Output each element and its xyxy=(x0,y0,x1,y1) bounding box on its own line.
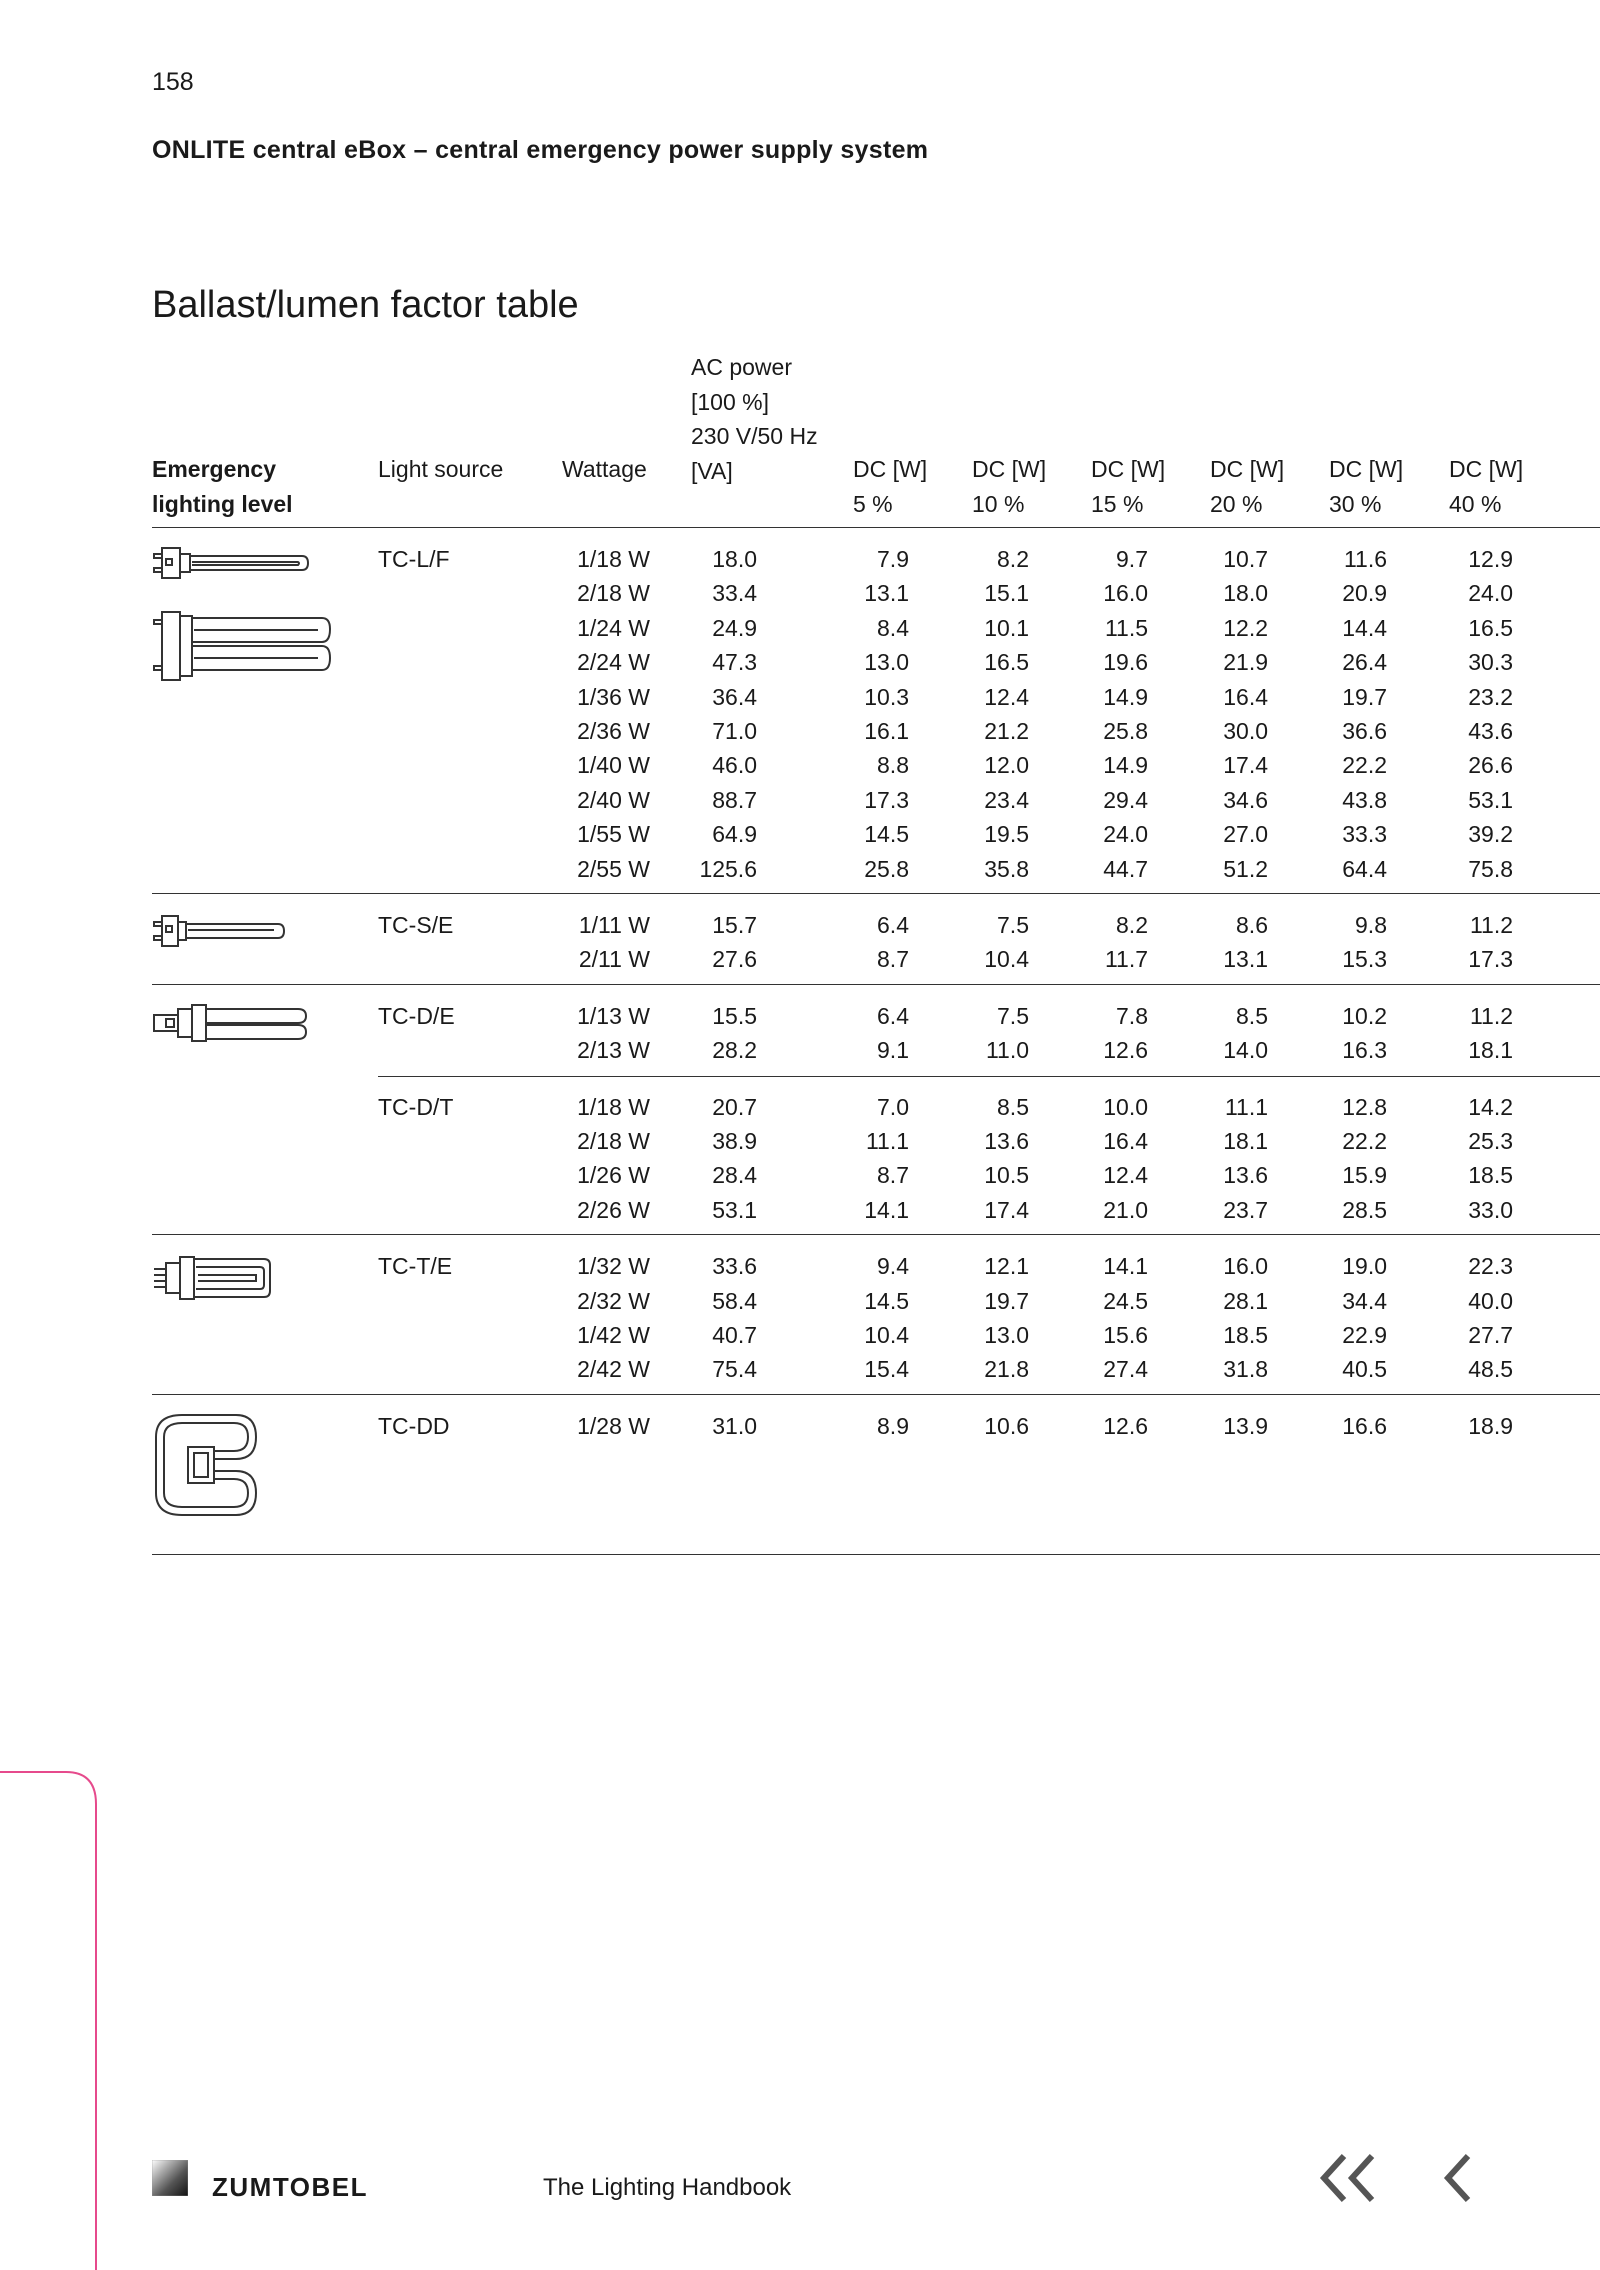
dc-value-cell: 14.5 xyxy=(864,1287,909,1314)
dc-value-cell: 9.4 xyxy=(877,1253,909,1280)
dc-value-cell: 15.9 xyxy=(1342,1162,1387,1189)
dc-value-cell: 12.6 xyxy=(1103,1037,1148,1064)
ac-power-cell: 33.4 xyxy=(712,580,757,607)
dc-value-cell: 33.0 xyxy=(1468,1196,1513,1223)
dc-value-cell: 16.5 xyxy=(1468,614,1513,641)
header-dc-20: DC [W] 20 % xyxy=(1210,456,1285,517)
wattage-cell: 1/24 W xyxy=(577,614,650,641)
dc-value-cell: 26.6 xyxy=(1468,752,1513,779)
dc-value-cell: 23.2 xyxy=(1468,683,1513,710)
dc-value-cell: 19.6 xyxy=(1103,649,1148,676)
dc-value-cell: 12.6 xyxy=(1103,1412,1148,1439)
dc-value-cell: 15.6 xyxy=(1103,1321,1148,1348)
dc-value-cell: 7.5 xyxy=(997,1002,1029,1029)
header-dc-10: DC [W] 10 % xyxy=(972,456,1047,517)
wattage-cell: 1/28 W xyxy=(577,1412,650,1439)
dc-value-cell: 13.1 xyxy=(864,580,909,607)
wattage-cell: 1/18 W xyxy=(577,546,650,572)
ac-power-cell: 75.4 xyxy=(712,1356,757,1383)
dc-value-cell: 29.4 xyxy=(1103,786,1148,813)
dc-value-cell: 35.8 xyxy=(984,855,1029,882)
wattage-cell: 1/40 W xyxy=(577,752,650,779)
dc-value-cell: 13.9 xyxy=(1223,1412,1268,1439)
tc-t-lamp-icon xyxy=(152,1253,282,1308)
dc-value-cell: 43.6 xyxy=(1468,718,1513,744)
ac-power-cell: 64.9 xyxy=(712,821,757,848)
dc-value-cell: 15.4 xyxy=(864,1356,909,1383)
zumtobel-logo-mark-icon xyxy=(152,2160,188,2196)
dc-value-cell: 48.5 xyxy=(1468,1356,1513,1383)
dc-value-cell: 19.7 xyxy=(1342,683,1387,710)
wattage-cell: 2/13 W xyxy=(577,1037,650,1064)
dc-value-cell: 14.4 xyxy=(1342,614,1387,641)
dc-value-cell: 15.1 xyxy=(984,580,1029,607)
dc-value-cell: 31.8 xyxy=(1223,1356,1268,1383)
wattage-cell: 1/36 W xyxy=(577,683,650,710)
header-dc-30: DC [W] 30 % xyxy=(1329,456,1404,517)
dc-value-cell: 18.1 xyxy=(1223,1127,1268,1154)
dc-value-cell: 10.3 xyxy=(864,683,909,710)
light-source-label: TC-DD xyxy=(378,1412,450,1439)
dc-value-cell: 7.5 xyxy=(997,912,1029,938)
dc-value-cell: 24.5 xyxy=(1103,1287,1148,1314)
wattage-cell: 1/18 W xyxy=(577,1093,650,1120)
dc-value-cell: 8.7 xyxy=(877,946,909,973)
dc-value-cell: 8.5 xyxy=(997,1093,1029,1120)
dc-value-cell: 40.5 xyxy=(1342,1356,1387,1383)
dc-value-cell: 19.7 xyxy=(984,1287,1029,1314)
header-emergency-level: Emergency lighting level xyxy=(152,456,293,517)
dc-value-cell: 8.6 xyxy=(1236,912,1268,938)
dc-value-cell: 12.1 xyxy=(984,1253,1029,1280)
dc-value-cell: 23.4 xyxy=(984,786,1029,813)
ac-power-cell: 18.0 xyxy=(712,546,757,572)
dc-value-cell: 9.7 xyxy=(1116,546,1148,572)
header-dc-15: DC [W] 15 % xyxy=(1091,456,1166,517)
wattage-cell: 2/36 W xyxy=(577,718,650,744)
wattage-cell: 2/11 W xyxy=(578,946,650,973)
ac-power-cell: 33.6 xyxy=(712,1253,757,1280)
ac-power-cell: 24.9 xyxy=(712,614,757,641)
wattage-cell: 1/32 W xyxy=(577,1253,650,1280)
dc-value-cell: 64.4 xyxy=(1342,855,1387,882)
tc-l-lamp-icon xyxy=(152,546,332,691)
dc-value-cell: 43.8 xyxy=(1342,786,1387,813)
light-source-label: TC-L/F xyxy=(378,546,450,572)
dc-value-cell: 22.2 xyxy=(1342,1127,1387,1154)
ac-power-cell: 58.4 xyxy=(712,1287,757,1314)
dc-value-cell: 13.6 xyxy=(1223,1162,1268,1189)
dc-value-cell: 8.5 xyxy=(1236,1002,1268,1029)
dc-value-cell: 16.4 xyxy=(1103,1127,1148,1154)
dc-value-cell: 24.0 xyxy=(1468,580,1513,607)
dc-value-cell: 18.0 xyxy=(1223,580,1268,607)
dc-value-cell: 16.4 xyxy=(1223,683,1268,710)
dc-value-cell: 17.3 xyxy=(864,786,909,813)
dc-value-cell: 34.6 xyxy=(1223,786,1268,813)
wattage-cell: 1/42 W xyxy=(577,1321,650,1348)
dc-value-cell: 11.2 xyxy=(1469,912,1513,938)
tc-s-lamp-icon xyxy=(152,912,292,957)
dc-value-cell: 34.4 xyxy=(1342,1287,1387,1314)
dc-value-cell: 27.4 xyxy=(1103,1356,1148,1383)
dc-value-cell: 30.0 xyxy=(1223,718,1268,744)
ac-power-cell: 71.0 xyxy=(712,718,757,744)
header-wattage: Wattage xyxy=(562,456,647,482)
dc-value-cell: 22.9 xyxy=(1342,1321,1387,1348)
dc-value-cell: 8.7 xyxy=(877,1162,909,1189)
dc-value-cell: 12.9 xyxy=(1468,546,1513,572)
dc-value-cell: 14.0 xyxy=(1223,1037,1268,1064)
tc-d-lamp-icon xyxy=(152,1003,312,1048)
table-group xyxy=(152,528,1600,894)
dc-value-cell: 17.4 xyxy=(984,1196,1029,1223)
dc-value-cell: 11.2 xyxy=(1469,1002,1513,1029)
dc-value-cell: 12.2 xyxy=(1223,614,1268,641)
wattage-cell: 2/18 W xyxy=(577,580,650,607)
dc-value-cell: 16.6 xyxy=(1342,1412,1387,1439)
dc-value-cell: 13.0 xyxy=(984,1321,1029,1348)
dc-value-cell: 12.0 xyxy=(984,752,1029,779)
dc-value-cell: 7.0 xyxy=(877,1093,909,1120)
dc-value-cell: 21.8 xyxy=(984,1356,1029,1383)
wattage-cell: 1/55 W xyxy=(577,821,650,848)
dc-value-cell: 8.9 xyxy=(877,1412,909,1439)
header-dc-40: DC [W] 40 % xyxy=(1449,456,1524,517)
dc-value-cell: 40.0 xyxy=(1468,1287,1513,1314)
dc-value-cell: 30.3 xyxy=(1468,649,1513,676)
dc-value-cell: 17.4 xyxy=(1223,752,1268,779)
chevron-left-icon[interactable] xyxy=(1440,2152,1476,2204)
dc-value-cell: 12.8 xyxy=(1342,1093,1387,1120)
dc-value-cell: 16.3 xyxy=(1342,1037,1387,1064)
dc-value-cell: 14.9 xyxy=(1103,752,1148,779)
running-head: ONLITE central eBox – central emergency power supply system xyxy=(152,136,929,164)
dc-value-cell: 10.1 xyxy=(984,614,1029,641)
dc-value-cell: 19.5 xyxy=(984,821,1029,848)
page-number: 158 xyxy=(152,68,194,96)
dc-value-cell: 15.3 xyxy=(1342,946,1387,973)
dc-value-cell: 21.0 xyxy=(1103,1196,1148,1223)
dc-value-cell: 10.0 xyxy=(1103,1093,1148,1120)
wattage-cell: 2/40 W xyxy=(577,786,650,813)
table-group xyxy=(152,985,1600,1076)
ac-power-cell: 28.2 xyxy=(712,1037,757,1064)
dc-value-cell: 10.4 xyxy=(864,1321,909,1348)
dc-value-cell: 27.0 xyxy=(1223,821,1268,848)
dc-value-cell: 26.4 xyxy=(1342,649,1387,676)
dc-value-cell: 51.2 xyxy=(1223,855,1268,882)
dc-value-cell: 8.2 xyxy=(997,546,1029,572)
dc-value-cell: 14.1 xyxy=(1103,1253,1148,1280)
dc-value-cell: 11.0 xyxy=(985,1037,1029,1064)
header-dc-5: DC [W] 5 % xyxy=(853,456,928,517)
section-title: Ballast/lumen factor table xyxy=(152,284,579,326)
ac-power-cell: 15.7 xyxy=(712,912,757,938)
ac-power-cell: 20.7 xyxy=(712,1093,757,1120)
table-group xyxy=(152,894,1600,985)
dc-value-cell: 21.2 xyxy=(984,718,1029,744)
dc-value-cell: 13.0 xyxy=(864,649,909,676)
wattage-cell: 2/32 W xyxy=(577,1287,650,1314)
dc-value-cell: 18.9 xyxy=(1468,1412,1513,1439)
ac-power-cell: 40.7 xyxy=(712,1321,757,1348)
ac-power-cell: 47.3 xyxy=(712,649,757,676)
dc-value-cell: 16.5 xyxy=(984,649,1029,676)
dc-value-cell: 14.2 xyxy=(1468,1093,1513,1120)
dc-value-cell: 10.7 xyxy=(1223,546,1268,572)
dc-value-cell: 75.8 xyxy=(1468,855,1513,882)
ac-power-cell: 53.1 xyxy=(712,1196,757,1223)
wattage-cell: 2/55 W xyxy=(577,855,650,882)
ac-power-cell: 125.6 xyxy=(699,855,757,882)
dc-value-cell: 24.0 xyxy=(1103,821,1148,848)
dc-value-cell: 18.5 xyxy=(1468,1162,1513,1189)
dc-value-cell: 11.1 xyxy=(1224,1093,1268,1120)
dc-value-cell: 9.8 xyxy=(1355,912,1387,938)
dc-value-cell: 17.3 xyxy=(1468,946,1513,973)
dc-value-cell: 10.6 xyxy=(984,1412,1029,1439)
handbook-title: The Lighting Handbook xyxy=(543,2174,792,2201)
dc-value-cell: 11.1 xyxy=(865,1127,909,1154)
dc-value-cell: 14.9 xyxy=(1103,683,1148,710)
header-light-source: Light source xyxy=(378,456,504,482)
dc-value-cell: 11.6 xyxy=(1343,546,1387,572)
wattage-cell: 2/18 W xyxy=(577,1127,650,1154)
dc-value-cell: 53.1 xyxy=(1468,786,1513,813)
ac-power-cell: 31.0 xyxy=(712,1412,757,1439)
dc-value-cell: 33.3 xyxy=(1342,821,1387,848)
table-group xyxy=(152,1395,1600,1555)
dc-value-cell: 36.6 xyxy=(1342,718,1387,744)
dc-value-cell: 28.1 xyxy=(1223,1287,1268,1314)
dc-value-cell: 12.4 xyxy=(984,683,1029,710)
ac-power-cell: 88.7 xyxy=(712,786,757,813)
wattage-cell: 2/26 W xyxy=(577,1196,650,1223)
brand-name: ZUMTOBEL xyxy=(212,2172,368,2202)
dc-value-cell: 21.9 xyxy=(1223,649,1268,676)
ac-power-cell: 27.6 xyxy=(712,946,757,973)
dc-value-cell: 18.5 xyxy=(1223,1321,1268,1348)
dc-value-cell: 22.3 xyxy=(1468,1253,1513,1280)
ac-power-cell: 46.0 xyxy=(712,752,757,779)
dc-value-cell: 6.4 xyxy=(877,1002,909,1029)
dc-value-cell: 6.4 xyxy=(877,912,909,938)
dc-value-cell: 10.5 xyxy=(984,1162,1029,1189)
dc-value-cell: 25.3 xyxy=(1468,1127,1513,1154)
dc-value-cell: 14.1 xyxy=(864,1196,909,1223)
dc-value-cell: 8.4 xyxy=(877,614,909,641)
dc-value-cell: 16.0 xyxy=(1223,1253,1268,1280)
dc-value-cell: 22.2 xyxy=(1342,752,1387,779)
wattage-cell: 1/26 W xyxy=(577,1162,650,1189)
wattage-cell: 2/42 W xyxy=(577,1356,650,1383)
ac-power-cell: 28.4 xyxy=(712,1162,757,1189)
light-source-label: TC-D/T xyxy=(378,1093,454,1120)
wattage-cell: 2/24 W xyxy=(577,649,650,676)
dc-value-cell: 28.5 xyxy=(1342,1196,1387,1223)
dc-value-cell: 9.1 xyxy=(877,1037,909,1064)
dc-value-cell: 16.1 xyxy=(864,718,909,744)
dc-value-cell: 8.2 xyxy=(1116,912,1148,938)
light-source-label: TC-T/E xyxy=(378,1253,453,1280)
tc-dd-lamp-icon xyxy=(152,1413,262,1522)
dc-value-cell: 7.8 xyxy=(1116,1002,1148,1029)
dc-value-cell: 11.5 xyxy=(1104,614,1148,641)
dc-value-cell: 25.8 xyxy=(1103,718,1148,744)
dc-value-cell: 23.7 xyxy=(1223,1196,1268,1223)
ac-power-cell: 36.4 xyxy=(712,683,757,710)
dc-value-cell: 44.7 xyxy=(1103,855,1148,882)
dc-value-cell: 11.7 xyxy=(1104,946,1148,973)
double-chevron-left-icon[interactable] xyxy=(1318,2152,1380,2204)
dc-value-cell: 19.0 xyxy=(1342,1253,1387,1280)
dc-value-cell: 7.9 xyxy=(877,546,909,572)
dc-value-cell: 14.5 xyxy=(864,821,909,848)
dc-value-cell: 10.2 xyxy=(1342,1002,1387,1029)
dc-value-cell: 13.1 xyxy=(1223,946,1268,973)
dc-value-cell: 8.8 xyxy=(877,752,909,779)
light-source-label: TC-S/E xyxy=(378,912,454,938)
dc-value-cell: 20.9 xyxy=(1342,580,1387,607)
table-group xyxy=(152,1235,1600,1395)
dc-value-cell: 25.8 xyxy=(864,855,909,882)
wattage-cell: 1/13 W xyxy=(577,1002,650,1029)
header-ac-power: AC power [100 %] 230 V/50 Hz [VA] xyxy=(691,354,818,484)
light-source-label: TC-D/E xyxy=(378,1002,455,1029)
dc-value-cell: 27.7 xyxy=(1468,1321,1513,1348)
dc-value-cell: 12.4 xyxy=(1103,1162,1148,1189)
wattage-cell: 1/11 W xyxy=(578,912,650,938)
dc-value-cell: 39.2 xyxy=(1468,821,1513,848)
dc-value-cell: 13.6 xyxy=(984,1127,1029,1154)
ac-power-cell: 38.9 xyxy=(712,1127,757,1154)
table-header xyxy=(152,350,1600,528)
table-group xyxy=(152,1076,1600,1236)
dc-value-cell: 16.0 xyxy=(1103,580,1148,607)
ac-power-cell: 15.5 xyxy=(712,1002,757,1029)
dc-value-cell: 18.1 xyxy=(1468,1037,1513,1064)
dc-value-cell: 10.4 xyxy=(984,946,1029,973)
side-tab-decoration xyxy=(0,1770,98,2270)
